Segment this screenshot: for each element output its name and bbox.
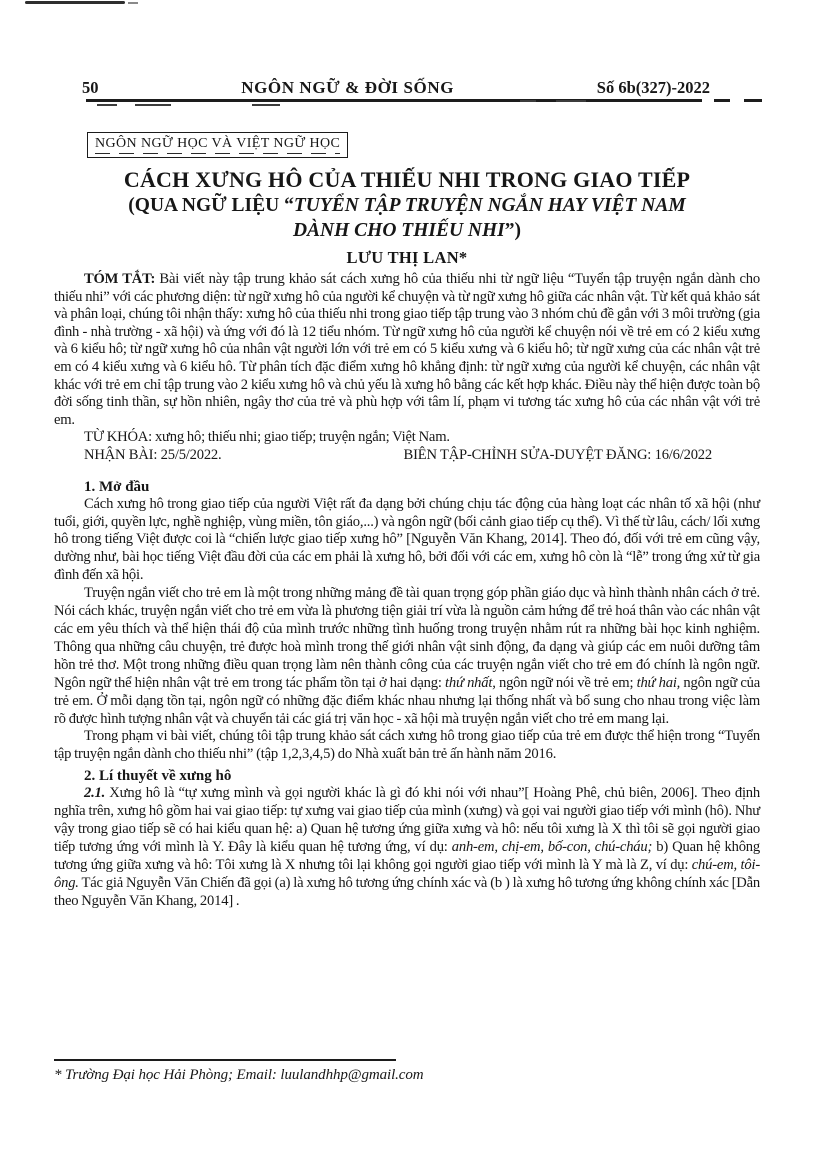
keywords-line: TỪ KHÓA: xưng hô; thiếu nhi; giao tiếp; truyện ngắn; Việt Nam. bbox=[84, 429, 450, 446]
footnote-text: * Trường Đại học Hải Phòng; Email: luulandhhp@gmail.com bbox=[54, 1067, 424, 1083]
journal-header bbox=[82, 78, 710, 98]
page-number: 50 bbox=[82, 78, 99, 97]
section-1-heading: 1. Mở đầu bbox=[84, 478, 150, 495]
article-title-block bbox=[54, 166, 760, 268]
section-1-paragraph-1: Cách xưng hô trong giao tiếp của người Việt rất đa dạng bởi chúng chịu tác động của hàng loạt các nhân tố xã hội (như tuổi, giới, quyền lực, nghề nghiệp, vùng miền, tôn giáo,...) và ngôn ngữ (bối cảnh giao tiếp cụ thể). Vì thế từ lâu, cách/ lối xưng hô trong tiếng Việt được coi là “chiến lược giao tiếp xưng hô” [Nguyễn Văn Khang, 2014]. Theo đó, đối với trẻ em cũng vậy, dường như, bài học tiếng Việt đầu đời của các em phải là xưng hô, bởi đối với các em, xưng hô còn là “lễ” trong ứng xử từ gia đình đến xã hội. bbox=[54, 495, 760, 584]
section-2-paragraph-1: 2.1. Xưng hô là “tự xưng mình và gọi người khác là gì đó khi nói với nhau”[ Hoàng Phê, chủ biên, 2006]. Theo định nghĩa trên, xưng hô gồm hai vai giao tiếp: tự xưng vai giao tiếp của mình (xưng) và gọi vai người giao tiếp với mình (hô). Như vậy trong giao tiếp sẽ có hai kiểu quan hệ: a) Quan hệ tương ứng giữa xưng và hô: nếu tôi xưng là X thì tôi sẽ gọi người giao tiếp tương ứng với mình là Y. Đây là kiểu quan hệ tương ứng, ví dụ: anh-em, chị-em, bố-con, chú-cháu; b) Quan hệ không tương ứng giữa xưng và hô: Tôi xưng là X nhưng tôi lại không gọi người giao tiếp với mình là Y mà là Z, ví dụ: chú-em, tôi-ông. Tác giả Nguyễn Văn Chiến đã gọi (a) là xưng hô tương ứng chính xác và (b ) là xưng hô tương ứng không chính xác [Dẫn theo Nguyễn Văn Khang, 2014] . bbox=[54, 785, 760, 909]
issue-number: Số 6b(327)-2022 bbox=[596, 78, 710, 97]
header-rule-dash bbox=[714, 99, 730, 102]
article-title-line-1: CÁCH XƯNG HÔ CỦA THIẾU NHI TRONG GIAO TIẾP bbox=[123, 167, 691, 193]
author-name: LƯU THỊ LAN* bbox=[346, 248, 468, 268]
edited-approved-date: BIÊN TẬP-CHỈNH SỬA-DUYỆT ĐĂNG: 16/6/2022 bbox=[403, 447, 712, 464]
footnote-rule bbox=[54, 1059, 396, 1061]
journal-title: NGÔN NGỮ & ĐỜI SỐNG bbox=[241, 78, 455, 97]
section-label-text: NGÔN NGỮ HỌC VÀ VIỆT NGỮ HỌC bbox=[95, 136, 340, 154]
header-rule bbox=[86, 99, 702, 102]
submission-dates-row bbox=[54, 447, 760, 465]
scan-dash-artifact bbox=[97, 104, 117, 106]
scan-dash-artifact bbox=[556, 100, 586, 102]
abstract-paragraph: TÓM TẮT: Bài viết này tập trung khảo sát cách xưng hô của thiếu nhi từ ngữ liệu “Tuyển tập truyện ngắn dành cho thiếu nhi” với các phương diện: từ ngữ xưng hô của người kể chuyện và từ ngữ xưng hô giữa các nhân vật. Từ kết quả khảo sát và phân loại, chúng tôi nhận thấy: xưng hô của thiếu nhi trong giao tiếp tập trung vào 3 nhóm chủ đề gắn với 3 môi trường (gia đình - nhà trường - xã hội) và ứng với đó là 12 tiểu nhóm. Từ ngữ xưng hô của người kể chuyện nói về trẻ em có 2 kiểu xưng và 6 kiểu hô; từ ngữ xưng hô của nhân vật người lớn với trẻ em có 5 kiểu xưng và 6 kiểu hô; từ ngữ xưng của các nhân vật trẻ em có 4 kiểu xưng và 6 kiểu hô. Từ phân tích đặc điểm xưng hô khẳng định: từ ngữ xưng của người kể chuyện, các nhân vật khác với trẻ em chỉ tập trung vào 2 kiểu xưng hô và chủ yếu là xưng hô bằng các kết hợp khác. Điều này thể hiện được toàn bộ đời sống tinh thần, sự hồn nhiên, ngây thơ của trẻ và phù hợp với tâm lí, phạm vi tương tác xưng hô của các nhân vật với trẻ em. bbox=[54, 271, 760, 428]
scan-dash-artifact bbox=[520, 100, 536, 102]
scan-dash-artifact bbox=[135, 104, 171, 106]
scan-dash-artifact bbox=[252, 104, 280, 106]
scan-artifact-smudge bbox=[128, 2, 138, 4]
section-2-heading: 2. Lí thuyết về xưng hô bbox=[84, 768, 232, 785]
article-title-line-2: (QUA NGỮ LIỆU “TUYỂN TẬP TRUYỆN NGẮN HAY VIỆT NAM bbox=[128, 195, 686, 217]
header-rule-dash bbox=[744, 99, 762, 102]
section-label-box bbox=[87, 132, 348, 158]
article-body bbox=[0, 98, 814, 911]
received-date: NHẬN BÀI: 25/5/2022. bbox=[84, 447, 222, 464]
article-title-line-3: DÀNH CHO THIẾU NHI”) bbox=[292, 220, 522, 242]
section-1-paragraph-3: Trong phạm vi bài viết, chúng tôi tập trung khảo sát cách xưng hô trong giao tiếp của trẻ em được thể hiện trong “Tuyển tập truyện ngắn dành cho thiếu nhi” (tập 1,2,3,4,5) do Nhà xuất bản trẻ ấn hành năm 2016. bbox=[54, 728, 760, 763]
scan-artifact-line bbox=[25, 1, 125, 4]
section-1-paragraph-2: Truyện ngắn viết cho trẻ em là một trong những mảng đề tài quan trọng góp phần giáo dục và hình thành nhân cách ở trẻ. Nói cách khác, truyện ngắn viết cho trẻ em vừa là phương tiện giải trí vừa là nguồn cảm hứng để trẻ hoá thân vào các nhân vật các em yêu thích và thể hiện thái độ của mình trước những tình huống trong truyện nhằm rút ra những bài học kinh nghiệm. Thông qua những câu chuyện, trẻ được hoà mình trong thế giới nhân vật sinh động, đa dạng và giúp các em nuôi dưỡng tâm hồn trẻ thơ. Một trong những điều quan trọng làm nên thành công của các truyện ngắn viết cho trẻ em đó chính là ngôn ngữ. Ngôn ngữ thể hiện nhân vật trẻ em trong tác phẩm tồn tại ở hai dạng: thứ nhất, ngôn ngữ nói về trẻ em; thứ hai, ngôn ngữ của trẻ em. Ở mỗi dạng tồn tại, ngôn ngữ có những đặc điểm khác nhau nhưng lại thống nhất và bổ sung cho nhau trong việc làm rõ được hình tượng nhân vật và chuyển tải các giá trị văn học - xã hội mà truyện ngắn viết cho trẻ em mang lại. bbox=[54, 585, 760, 727]
